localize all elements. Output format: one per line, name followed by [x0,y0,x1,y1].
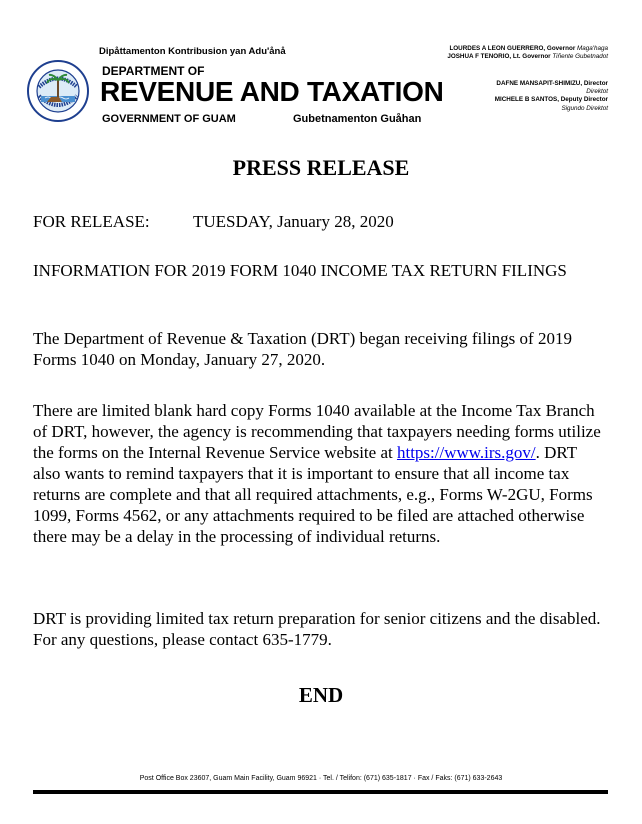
official-governor [447,45,608,53]
footer-contact: Post Office Box 23607, Guam Main Facility, Guam 96921 · Tel. / Telifon: (671) 635-1817 · Fax / Faks: (671) 633-2643 [139,775,503,782]
irs-website-link[interactable]: https://www.irs.gov/ [396,443,536,462]
official-title: Direktot [586,88,608,96]
department-name-native: Dipåttamenton Kontribusion yan Adu'ånå [99,46,286,57]
officials-director-block [495,80,608,113]
paragraph-filing-start: The Department of Revenue & Taxation (DRT) began receiving filings of 2019 Forms 1040 on Monday, January 27, 2020. [33,329,572,369]
government-label-native: Gubetnamenton Guåhan [293,113,422,125]
official-title: Tiñente Gubetnadot [552,53,608,61]
department-name: REVENUE AND TAXATION [100,76,444,107]
official-name: JOSHUA F TENORIO, Lt. Governor [447,53,551,61]
department-of-label: DEPARTMENT OF [102,64,205,78]
paragraph-text: . DRT also wants to remind taxpayers that it is important to ensure that all income tax returns are complete and that all required attachments, e.g., Forms W-2GU, Forms 1099, Forms 4562, or any attachments required to be filed are attached otherwise there may be a delay in the processing of individual returns. [33,443,593,546]
paragraph-text: There are limited blank hard copy Forms 1040 available at the Income Tax Branch of DRT, however, the agency is recommending that taxpayers needing forms utilize the forms on the Internal Revenue Service website at [33,401,601,462]
official-title: Sigundo Direktot [561,104,608,112]
government-label: GOVERNMENT OF GUAM [102,113,236,125]
end-marker: END [298,683,344,707]
release-date: TUESDAY, January 28, 2020 [193,212,394,231]
official-name: LOURDES A LEON GUERRERO, Governor [449,45,576,52]
paragraph-tax-preparation: DRT is providing limited tax return preparation for senior citizens and the disabled. For any questions, please contact 635-1779. [33,609,601,649]
release-label: FOR RELEASE: [33,212,150,231]
department-seal-icon [27,60,89,122]
footer-divider [33,790,608,794]
paragraph-forms-availability [33,400,607,547]
officials-governor-block [447,45,608,61]
official-director: DAFNE MANSAPIT-SHIMIZU, Director [496,80,608,87]
release-heading: INFORMATION FOR 2019 FORM 1040 INCOME TAX RETURN FILINGS [33,261,567,280]
official-title: Maga'haga [577,45,608,52]
official-lt-governor [447,53,608,61]
page-title: PRESS RELEASE [232,155,410,180]
release-line [33,212,394,232]
official-deputy-director: MICHELE B SANTOS, Deputy Director [494,96,608,104]
